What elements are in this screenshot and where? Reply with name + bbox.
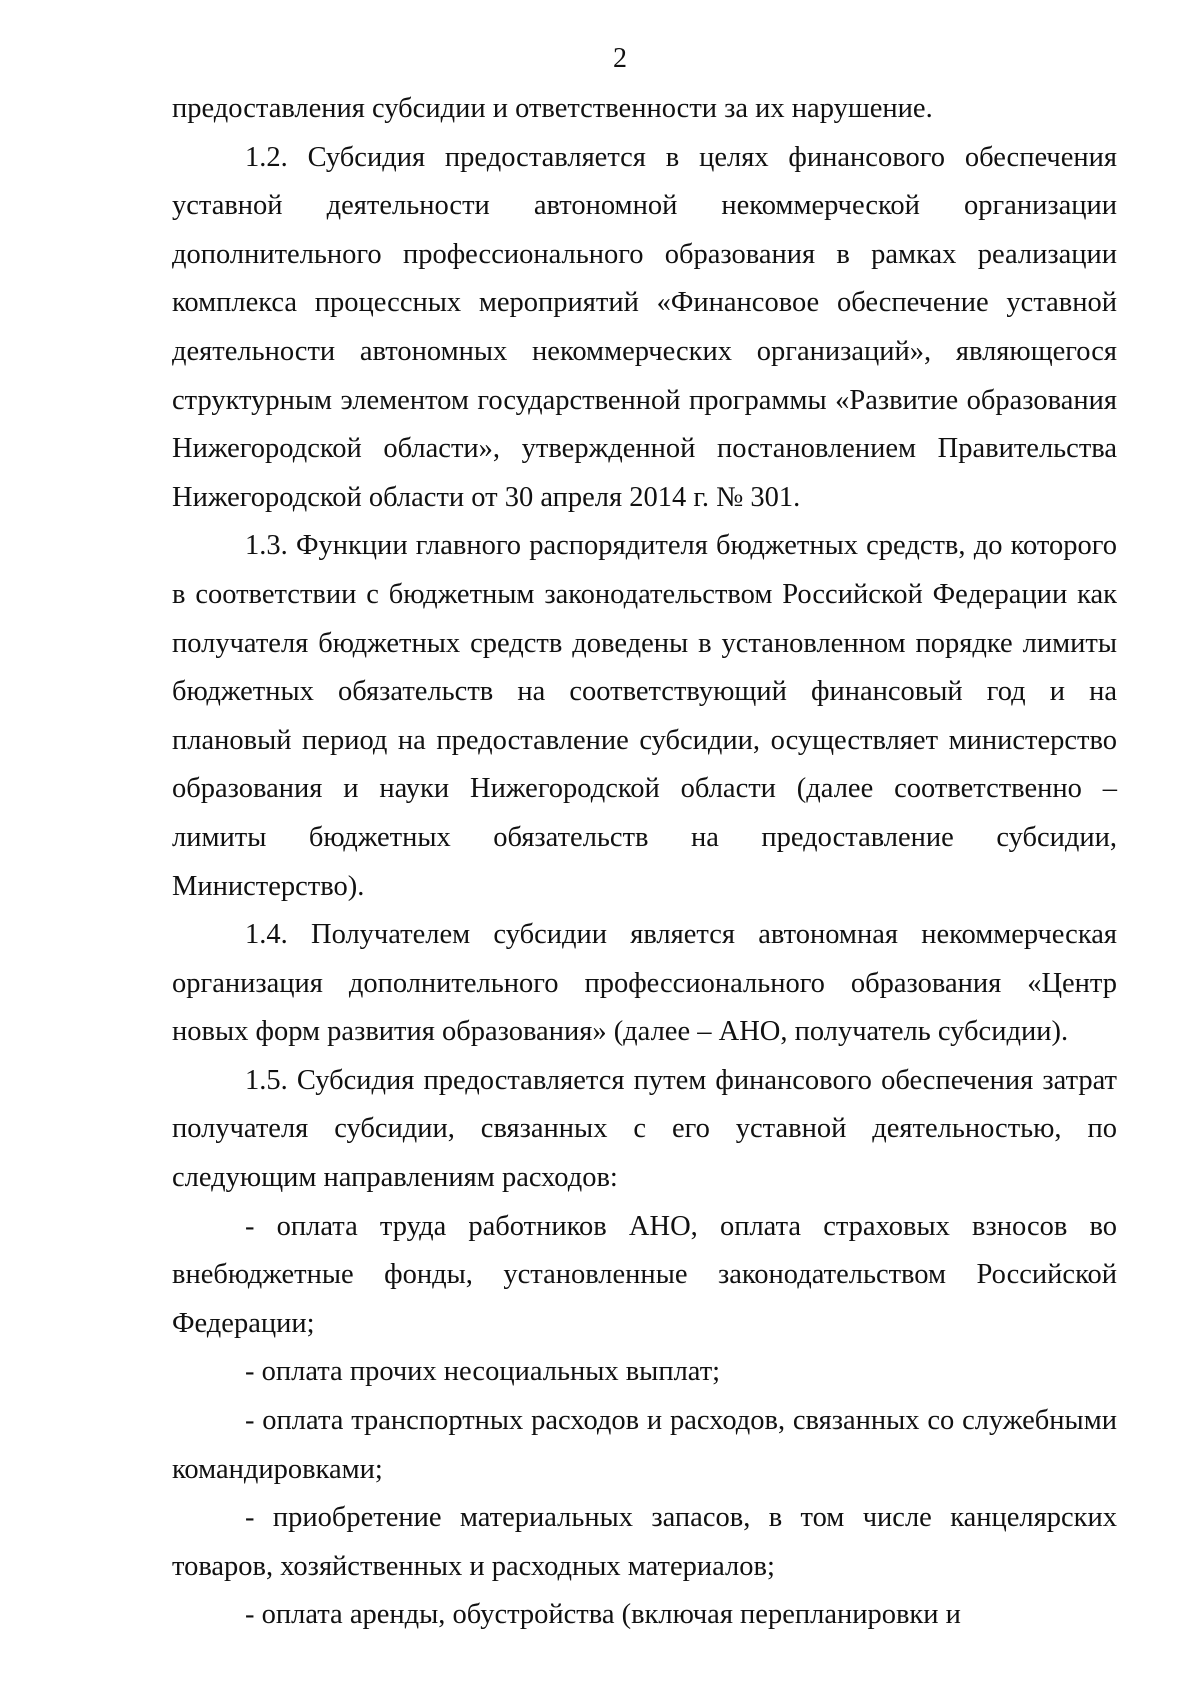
- paragraph-continuation: предоставления субсидии и ответственности за их нарушение.: [172, 93, 933, 124]
- page-number: 2: [613, 43, 627, 74]
- paragraph-1-4: 1.4. Получателем субсидии является автономная некоммерческая организация дополнительного профессионального образования «Центр новых форм развития образования» (далее – АНО, получатель субсидии).: [172, 919, 1117, 1048]
- list-item-rent-payment: - оплата аренды, обустройства (включая перепланировки и: [245, 1599, 961, 1631]
- list-item-material-supplies: - приобретение материальных запасов, в том числе канцелярских товаров, хозяйственных и расходных материалов;: [172, 1502, 1117, 1582]
- paragraph-1-5: 1.5. Субсидия предоставляется путем финансового обеспечения затрат получателя субсидии, связанных с его уставной деятельностью, по следующим направлениям расходов:: [172, 1064, 1117, 1194]
- document-body: [172, 85, 1117, 1640]
- list-item-other-payments: - оплата прочих несоциальных выплат;: [245, 1356, 721, 1388]
- paragraph-1-2: 1.2. Субсидия предоставляется в целях финансового обеспечения уставной деятельности автономной некоммерческой организации дополнительного профессионального образования в рамках реализации комплекса процессных мероприятий «Финансовое обеспечение уставной деятельности автономных некоммерческих организаций», являющегося структурным элементом государственной программы «Развитие образования Нижегородской области», утвержденной постановлением Правительства Нижегородской области от 30 апреля 2014 г. № 301.: [172, 141, 1117, 513]
- paragraph-1-3: 1.3. Функции главного распорядителя бюджетных средств, до которого в соответствии с бюджетным законодательством Российской Федерации как получателя бюджетных средств доведены в установленном порядке лимиты бюджетных обязательств на соответствующий финансовый год и на плановый период на предоставление субсидии, осуществляет министерство образования и науки Нижегородской области (далее соответственно – лимиты бюджетных обязательств на предоставление субсидии, Министерство).: [172, 530, 1117, 902]
- list-item-labor-payment: - оплата труда работников АНО, оплата страховых взносов во внебюджетные фонды, установленные законодательством Российской Федерации;: [172, 1210, 1117, 1339]
- list-item-transport-expenses: - оплата транспортных расходов и расходов, связанных со служебными командировками;: [172, 1405, 1117, 1485]
